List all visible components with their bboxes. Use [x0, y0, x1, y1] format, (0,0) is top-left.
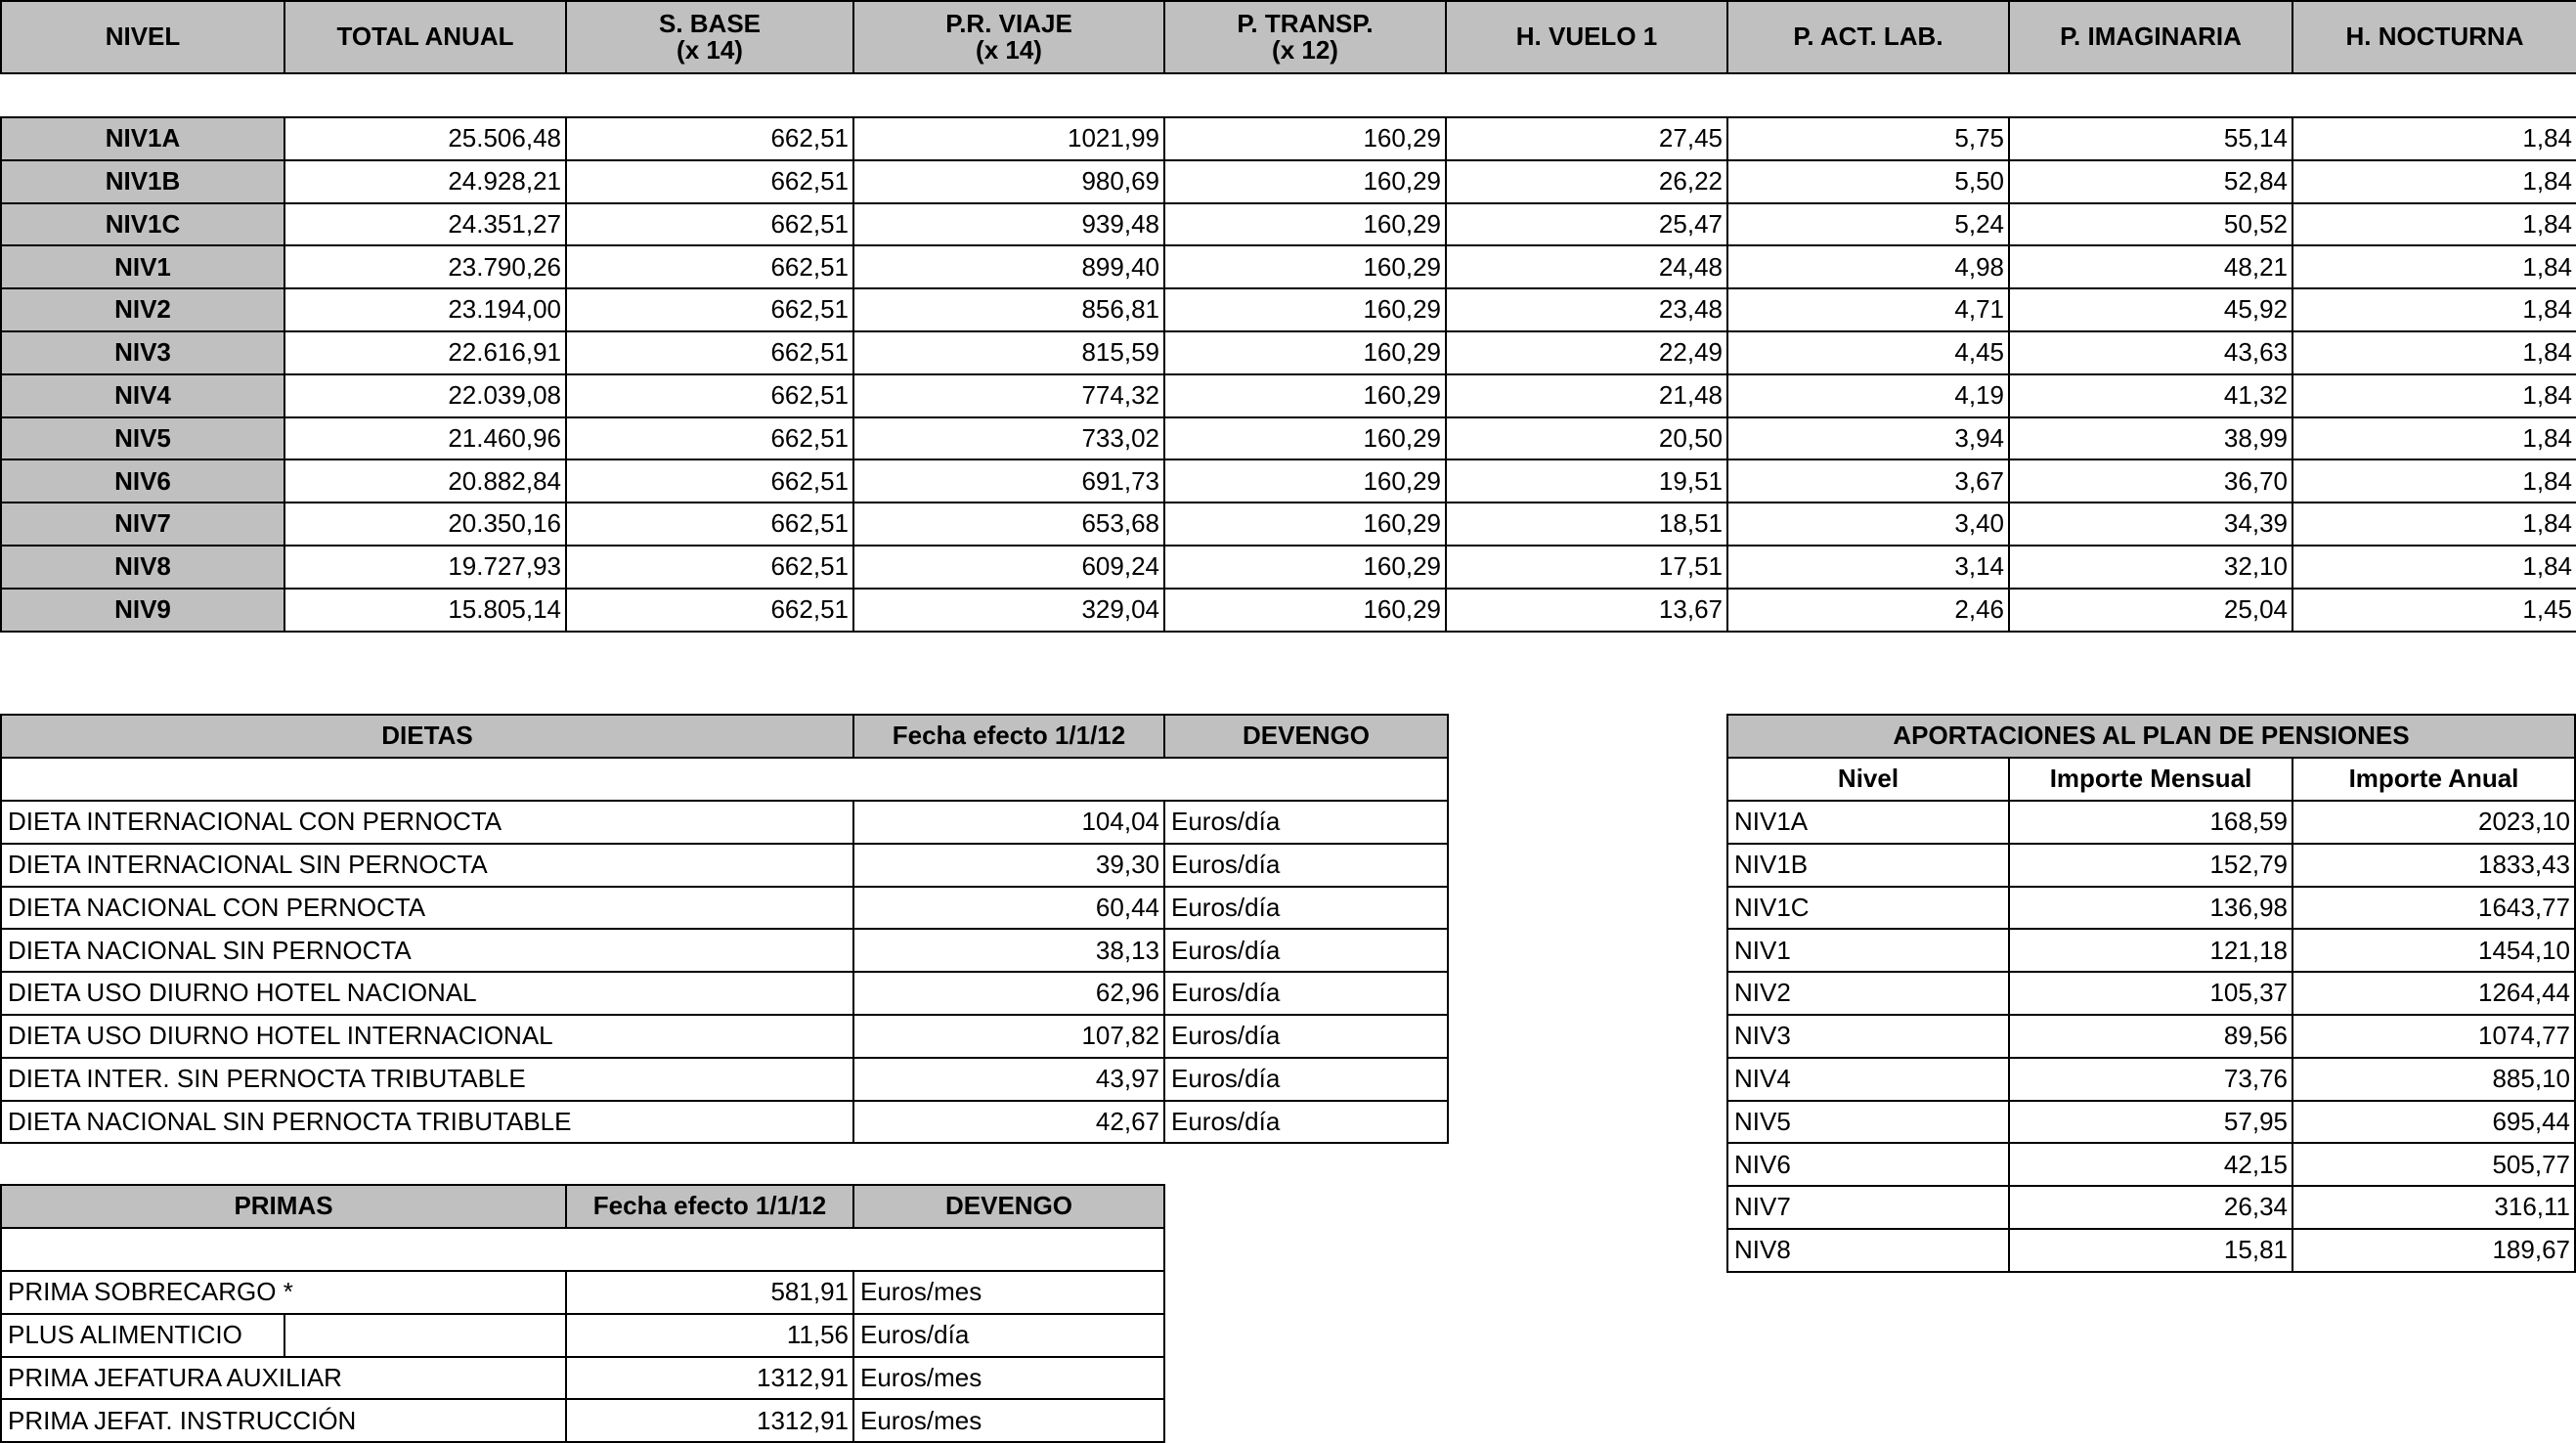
value-cell: 5,75: [1726, 116, 2010, 161]
column-header-line2: (x 14): [976, 35, 1042, 65]
pension-amount: 1264,44: [2292, 971, 2576, 1016]
value-cell: 653,68: [852, 502, 1165, 547]
value-cell: 32,10: [2008, 545, 2293, 590]
value-cell: 23.194,00: [284, 287, 567, 332]
pension-amount: 42,15: [2008, 1142, 2293, 1187]
value-cell: 856,81: [852, 287, 1165, 332]
prima-unit: Euros/mes: [852, 1398, 1165, 1443]
level-cell: NIV1: [0, 244, 285, 289]
dieta-unit: Euros/día: [1163, 928, 1449, 973]
value-cell: 662,51: [565, 287, 854, 332]
value-cell: 34,39: [2008, 502, 2293, 547]
value-cell: 160,29: [1163, 545, 1447, 590]
column-header: [565, 0, 854, 74]
value-cell: 662,51: [565, 459, 854, 503]
value-cell: 18,51: [1445, 502, 1728, 547]
value-cell: 25.506,48: [284, 116, 567, 161]
value-cell: 26,22: [1445, 159, 1728, 204]
prima-name: PRIMA JEFAT. INSTRUCCIÓN: [0, 1398, 567, 1443]
value-cell: 1,84: [2292, 287, 2576, 332]
value-cell: 662,51: [565, 330, 854, 375]
value-cell: 21.460,96: [284, 416, 567, 461]
pension-level: NIV1A: [1726, 800, 2010, 845]
value-cell: 4,71: [1726, 287, 2010, 332]
value-cell: 662,51: [565, 588, 854, 633]
value-cell: 1,45: [2292, 588, 2576, 633]
pension-amount: 136,98: [2008, 886, 2293, 931]
value-cell: 899,40: [852, 244, 1165, 289]
dieta-amount: 60,44: [852, 886, 1165, 931]
value-cell: 20.882,84: [284, 459, 567, 503]
dieta-name: DIETA INTERNACIONAL CON PERNOCTA: [0, 800, 854, 845]
dieta-amount: 104,04: [852, 800, 1165, 845]
prima-amount: 1312,91: [565, 1356, 854, 1401]
primas-spacer-row: [0, 1227, 1165, 1272]
column-header: [2008, 0, 2293, 74]
value-cell: 980,69: [852, 159, 1165, 204]
value-cell: 23,48: [1445, 287, 1728, 332]
value-cell: 691,73: [852, 459, 1165, 503]
dieta-name: DIETA INTERNACIONAL SIN PERNOCTA: [0, 843, 854, 888]
value-cell: 36,70: [2008, 459, 2293, 503]
pension-amount: 73,76: [2008, 1057, 2293, 1102]
pension-amount: 189,67: [2292, 1228, 2576, 1273]
dieta-amount: 62,96: [852, 971, 1165, 1016]
dieta-unit: Euros/día: [1163, 886, 1449, 931]
value-cell: 1,84: [2292, 545, 2576, 590]
level-cell: NIV9: [0, 588, 285, 633]
value-cell: 733,02: [852, 416, 1165, 461]
value-cell: 52,84: [2008, 159, 2293, 204]
value-cell: 21,48: [1445, 373, 1728, 418]
pension-amount: 2023,10: [2292, 800, 2576, 845]
value-cell: 3,40: [1726, 502, 2010, 547]
dieta-amount: 42,67: [852, 1100, 1165, 1145]
pension-amount: 1454,10: [2292, 928, 2576, 973]
column-header: [0, 0, 285, 74]
pension-amount: 168,59: [2008, 800, 2293, 845]
column-header: [2292, 0, 2576, 74]
pension-level: NIV5: [1726, 1100, 2010, 1145]
prima-name: PRIMA SOBRECARGO *: [0, 1270, 567, 1315]
prima-unit: Euros/mes: [852, 1270, 1165, 1315]
value-cell: 3,67: [1726, 459, 2010, 503]
column-header: [852, 0, 1165, 74]
pension-amount: 57,95: [2008, 1100, 2293, 1145]
pensiones-column-header: Importe Anual: [2292, 757, 2576, 802]
pension-amount: 885,10: [2292, 1057, 2576, 1102]
pension-amount: 89,56: [2008, 1014, 2293, 1059]
value-cell: 20.350,16: [284, 502, 567, 547]
pensiones-title: APORTACIONES AL PLAN DE PENSIONES: [1726, 714, 2576, 759]
dieta-unit: Euros/día: [1163, 1057, 1449, 1102]
value-cell: 4,19: [1726, 373, 2010, 418]
pension-level: NIV7: [1726, 1185, 2010, 1230]
value-cell: 19.727,93: [284, 545, 567, 590]
value-cell: 662,51: [565, 502, 854, 547]
pension-amount: 505,77: [2292, 1142, 2576, 1187]
value-cell: 1,84: [2292, 416, 2576, 461]
prima-amount: 1312,91: [565, 1398, 854, 1443]
level-cell: NIV5: [0, 416, 285, 461]
value-cell: 5,50: [1726, 159, 2010, 204]
column-header: [1445, 0, 1728, 74]
column-header-line1: P. ACT. LAB.: [1793, 22, 1943, 52]
pension-level: NIV1C: [1726, 886, 2010, 931]
pension-level: NIV1: [1726, 928, 2010, 973]
dieta-amount: 107,82: [852, 1014, 1165, 1059]
pension-level: NIV8: [1726, 1228, 2010, 1273]
pension-amount: 152,79: [2008, 843, 2293, 888]
value-cell: 24,48: [1445, 244, 1728, 289]
level-cell: NIV1B: [0, 159, 285, 204]
column-header-line2: (x 14): [677, 35, 743, 65]
value-cell: 774,32: [852, 373, 1165, 418]
dieta-name: DIETA USO DIURNO HOTEL NACIONAL: [0, 971, 854, 1016]
value-cell: 662,51: [565, 202, 854, 247]
value-cell: 22.616,91: [284, 330, 567, 375]
dietas-header: DEVENGO: [1163, 714, 1449, 759]
pension-amount: 316,11: [2292, 1185, 2576, 1230]
level-cell: NIV2: [0, 287, 285, 332]
value-cell: 662,51: [565, 116, 854, 161]
dieta-name: DIETA NACIONAL CON PERNOCTA: [0, 886, 854, 931]
value-cell: 23.790,26: [284, 244, 567, 289]
dietas-header: Fecha efecto 1/1/12: [852, 714, 1165, 759]
dieta-unit: Euros/día: [1163, 800, 1449, 845]
pension-amount: 105,37: [2008, 971, 2293, 1016]
value-cell: 1,84: [2292, 116, 2576, 161]
pension-level: NIV6: [1726, 1142, 2010, 1187]
column-header-line1: NIVEL: [105, 22, 181, 52]
column-header-line1: P. TRANSP.: [1237, 8, 1374, 38]
value-cell: 1,84: [2292, 502, 2576, 547]
pension-level: NIV1B: [1726, 843, 2010, 888]
value-cell: 1,84: [2292, 330, 2576, 375]
prima-amount: 581,91: [565, 1270, 854, 1315]
prima-unit: Euros/mes: [852, 1356, 1165, 1401]
value-cell: 1021,99: [852, 116, 1165, 161]
dietas-spacer-row: [0, 757, 1449, 802]
value-cell: 17,51: [1445, 545, 1728, 590]
value-cell: 160,29: [1163, 116, 1447, 161]
value-cell: 20,50: [1445, 416, 1728, 461]
value-cell: 24.351,27: [284, 202, 567, 247]
column-header-line1: S. BASE: [658, 8, 762, 38]
value-cell: 24.928,21: [284, 159, 567, 204]
value-cell: 160,29: [1163, 373, 1447, 418]
value-cell: 662,51: [565, 416, 854, 461]
pensiones-column-header: Nivel: [1726, 757, 2010, 802]
value-cell: 5,24: [1726, 202, 2010, 247]
value-cell: 662,51: [565, 159, 854, 204]
prima-amount: 11,56: [565, 1313, 854, 1358]
dieta-unit: Euros/día: [1163, 1100, 1449, 1145]
value-cell: 160,29: [1163, 159, 1447, 204]
value-cell: 22.039,08: [284, 373, 567, 418]
prima-name: PRIMA JEFATURA AUXILIAR: [0, 1356, 567, 1401]
pension-amount: 695,44: [2292, 1100, 2576, 1145]
dieta-name: DIETA NACIONAL SIN PERNOCTA: [0, 928, 854, 973]
pensiones-column-header: Importe Mensual: [2008, 757, 2293, 802]
value-cell: 22,49: [1445, 330, 1728, 375]
value-cell: 41,32: [2008, 373, 2293, 418]
value-cell: 160,29: [1163, 416, 1447, 461]
value-cell: 662,51: [565, 373, 854, 418]
value-cell: 160,29: [1163, 202, 1447, 247]
value-cell: 4,98: [1726, 244, 2010, 289]
column-header-line2: (x 12): [1272, 35, 1338, 65]
column-header: [1163, 0, 1447, 74]
pension-level: NIV3: [1726, 1014, 2010, 1059]
value-cell: 4,45: [1726, 330, 2010, 375]
value-cell: 1,84: [2292, 159, 2576, 204]
primas-header: Fecha efecto 1/1/12: [565, 1184, 854, 1229]
value-cell: 160,29: [1163, 330, 1447, 375]
value-cell: 13,67: [1445, 588, 1728, 633]
pension-level: NIV4: [1726, 1057, 2010, 1102]
value-cell: 38,99: [2008, 416, 2293, 461]
value-cell: 1,84: [2292, 202, 2576, 247]
level-cell: NIV6: [0, 459, 285, 503]
value-cell: 48,21: [2008, 244, 2293, 289]
dieta-amount: 38,13: [852, 928, 1165, 973]
value-cell: 160,29: [1163, 588, 1447, 633]
value-cell: 662,51: [565, 545, 854, 590]
column-header-line1: P. IMAGINARIA: [2060, 22, 2242, 52]
prima-unit: Euros/día: [852, 1313, 1165, 1358]
dieta-amount: 39,30: [852, 843, 1165, 888]
dieta-unit: Euros/día: [1163, 971, 1449, 1016]
value-cell: 160,29: [1163, 287, 1447, 332]
value-cell: 55,14: [2008, 116, 2293, 161]
value-cell: 662,51: [565, 244, 854, 289]
value-cell: 160,29: [1163, 459, 1447, 503]
dieta-name: DIETA INTER. SIN PERNOCTA TRIBUTABLE: [0, 1057, 854, 1102]
value-cell: 329,04: [852, 588, 1165, 633]
value-cell: 160,29: [1163, 502, 1447, 547]
value-cell: 15.805,14: [284, 588, 567, 633]
value-cell: 25,04: [2008, 588, 2293, 633]
primas-header: DEVENGO: [852, 1184, 1165, 1229]
level-cell: NIV1A: [0, 116, 285, 161]
value-cell: 1,84: [2292, 244, 2576, 289]
value-cell: 43,63: [2008, 330, 2293, 375]
dieta-unit: Euros/día: [1163, 843, 1449, 888]
value-cell: 45,92: [2008, 287, 2293, 332]
value-cell: 815,59: [852, 330, 1165, 375]
value-cell: 609,24: [852, 545, 1165, 590]
value-cell: 25,47: [1445, 202, 1728, 247]
column-header: [1726, 0, 2010, 74]
level-cell: NIV3: [0, 330, 285, 375]
dieta-name: DIETA USO DIURNO HOTEL INTERNACIONAL: [0, 1014, 854, 1059]
dieta-amount: 43,97: [852, 1057, 1165, 1102]
value-cell: 939,48: [852, 202, 1165, 247]
pension-level: NIV2: [1726, 971, 2010, 1016]
column-header: [284, 0, 567, 74]
value-cell: 27,45: [1445, 116, 1728, 161]
pension-amount: 1074,77: [2292, 1014, 2576, 1059]
pension-amount: 26,34: [2008, 1185, 2293, 1230]
value-cell: 1,84: [2292, 459, 2576, 503]
level-cell: NIV8: [0, 545, 285, 590]
column-header-line1: H. VUELO 1: [1515, 22, 1658, 52]
value-cell: 3,94: [1726, 416, 2010, 461]
dieta-name: DIETA NACIONAL SIN PERNOCTA TRIBUTABLE: [0, 1100, 854, 1145]
pension-amount: 1833,43: [2292, 843, 2576, 888]
value-cell: 1,84: [2292, 373, 2576, 418]
level-cell: NIV1C: [0, 202, 285, 247]
pension-amount: 121,18: [2008, 928, 2293, 973]
value-cell: 160,29: [1163, 244, 1447, 289]
column-header-line1: H. NOCTURNA: [2345, 22, 2524, 52]
value-cell: 2,46: [1726, 588, 2010, 633]
column-header-line1: P.R. VIAJE: [945, 8, 1072, 38]
dieta-unit: Euros/día: [1163, 1014, 1449, 1059]
pension-amount: 1643,77: [2292, 886, 2576, 931]
prima-blank: [284, 1313, 567, 1358]
pension-amount: 15,81: [2008, 1228, 2293, 1273]
prima-name: PLUS ALIMENTICIO: [0, 1313, 285, 1358]
value-cell: 50,52: [2008, 202, 2293, 247]
value-cell: 3,14: [1726, 545, 2010, 590]
column-header-line1: TOTAL ANUAL: [336, 22, 514, 52]
dietas-header: DIETAS: [0, 714, 854, 759]
level-cell: NIV7: [0, 502, 285, 547]
level-cell: NIV4: [0, 373, 285, 418]
primas-header: PRIMAS: [0, 1184, 567, 1229]
value-cell: 19,51: [1445, 459, 1728, 503]
